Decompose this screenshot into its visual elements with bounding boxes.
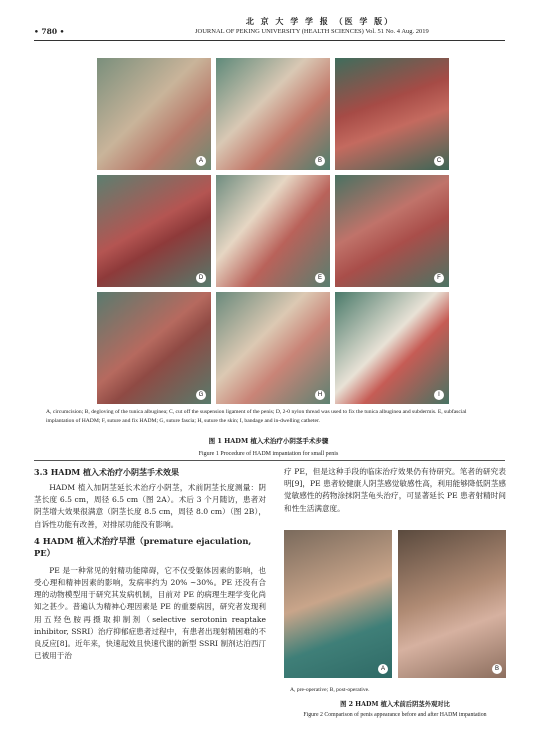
- panel-label: C: [434, 156, 444, 166]
- panel-label: F: [434, 273, 444, 283]
- section-4-paragraph: PE 是一种常见的射精功能障碍，它不仅受躯体因素的影响，也受心理和精神因素的影响，发病率约为 20% ~30%。PE 还没有合理的动物模型用于研究其发病机制，目前对 PE 的病理生理学变化尚知之甚少。普遍认为精神心理因素是 PE 的重要病因，研究者发现利用五羟色胺再摄取抑制剂（selective serotonin reaptake inhibitor, SSRI）治疗抑郁症患者过程中，有患者出现射精困难的不良反应[8]。近年来，快速起效且快速代谢的新型 SSRI 制剂达泊西汀已被用于治: [34, 565, 267, 661]
- section-4-heading: 4 HADM 植入术治疗早泄（premature ejaculation, PE）: [34, 535, 252, 558]
- panel-label: D: [196, 273, 206, 283]
- figure1-panel-g: [97, 292, 211, 404]
- panel-label: B: [315, 156, 325, 166]
- figure2-caption-cn: 图 2 HADM 植入术前后阴茎外观对比: [340, 701, 450, 708]
- panel-label: A: [378, 664, 388, 674]
- section-3-3-paragraph: HADM 植入加阴茎延长术治疗小阴茎，术前阴茎长度测量：阴茎长度 6.5 cm，周径 6.5 cm（图 2A）。术后 3 个月随访，患者对阴茎增大效果很满意（阴茎长度 8.5 cm，周径 8.0 cm）（图 2B），自诉性功能有改善，对排尿功能没有影响。: [34, 483, 266, 529]
- section-3-3-heading: 3.3 HADM 植入术治疗小阴茎手术效果: [34, 467, 180, 477]
- panel-label: H: [315, 390, 325, 400]
- panel-label: E: [315, 273, 325, 283]
- figure1-legend: A, circumcision; B, degloving of the tunica albuginea; C, cut off the suspension ligament of the penis; D, 2-0 nylon thread was used to fix the tunica albuginea and subdermis. E, subfascial implantation of HADM; F, suture and fix HADM; G, suture fascia; H, suture the skin; I, bandage and in-dwelling catheter.: [46, 409, 467, 424]
- figure1-panel-d: [97, 175, 211, 287]
- figure2-legend: A, pre-operative; B, post-operative.: [290, 687, 370, 693]
- figure1-panel-i: [335, 292, 449, 404]
- figure2-caption-en: Figure 2 Comparison of penis appearance before and after HADM impantation: [303, 712, 487, 718]
- figure1-caption-cn: 图 1 HADM 植入术治疗小阴茎手术步骤: [208, 437, 329, 445]
- figure1-panel-a: [97, 58, 211, 170]
- figure2-panel-b: [398, 530, 506, 678]
- panel-label: A: [196, 156, 206, 166]
- header-rule: [34, 40, 505, 41]
- figure1-panel-f: [335, 175, 449, 287]
- panel-label: I: [434, 390, 444, 400]
- figure2-panel-a: [284, 530, 392, 678]
- right-column-paragraph: 疗 PE，但是这种手段的临床治疗效果仍有待研究。笔者的研究表明[9]，PE 患者较健康人阴茎感觉敏感性高，利用能够降低阴茎感觉敏感性的药物涂抹阴茎龟头治疗，可显著延长 PE 患者射精时间和性生活满意度。: [284, 467, 506, 513]
- left-column: [34, 466, 266, 666]
- figure1-panel-b: [216, 58, 330, 170]
- page-number: • 780 •: [34, 27, 65, 36]
- figure1-caption-en: Figure 1 Procedure of HADM impantation for small penis: [198, 451, 339, 457]
- panel-label: B: [492, 664, 502, 674]
- journal-title-en: JOURNAL OF PEKING UNIVERSITY (HEALTH SCIENCES) Vol. 51 No. 4 Aug. 2019: [195, 28, 429, 35]
- figure1-panel-c: [335, 58, 449, 170]
- panel-label: G: [196, 390, 206, 400]
- figure1-photo-grid: [97, 58, 449, 400]
- figure1-rule: [34, 460, 505, 461]
- right-column: [284, 466, 506, 519]
- journal-title-cn: 北 京 大 学 学 报 （医 学 版）: [245, 16, 395, 26]
- figure1-panel-e: [216, 175, 330, 287]
- figure1-panel-h: [216, 292, 330, 404]
- figure2-photos: [284, 530, 506, 680]
